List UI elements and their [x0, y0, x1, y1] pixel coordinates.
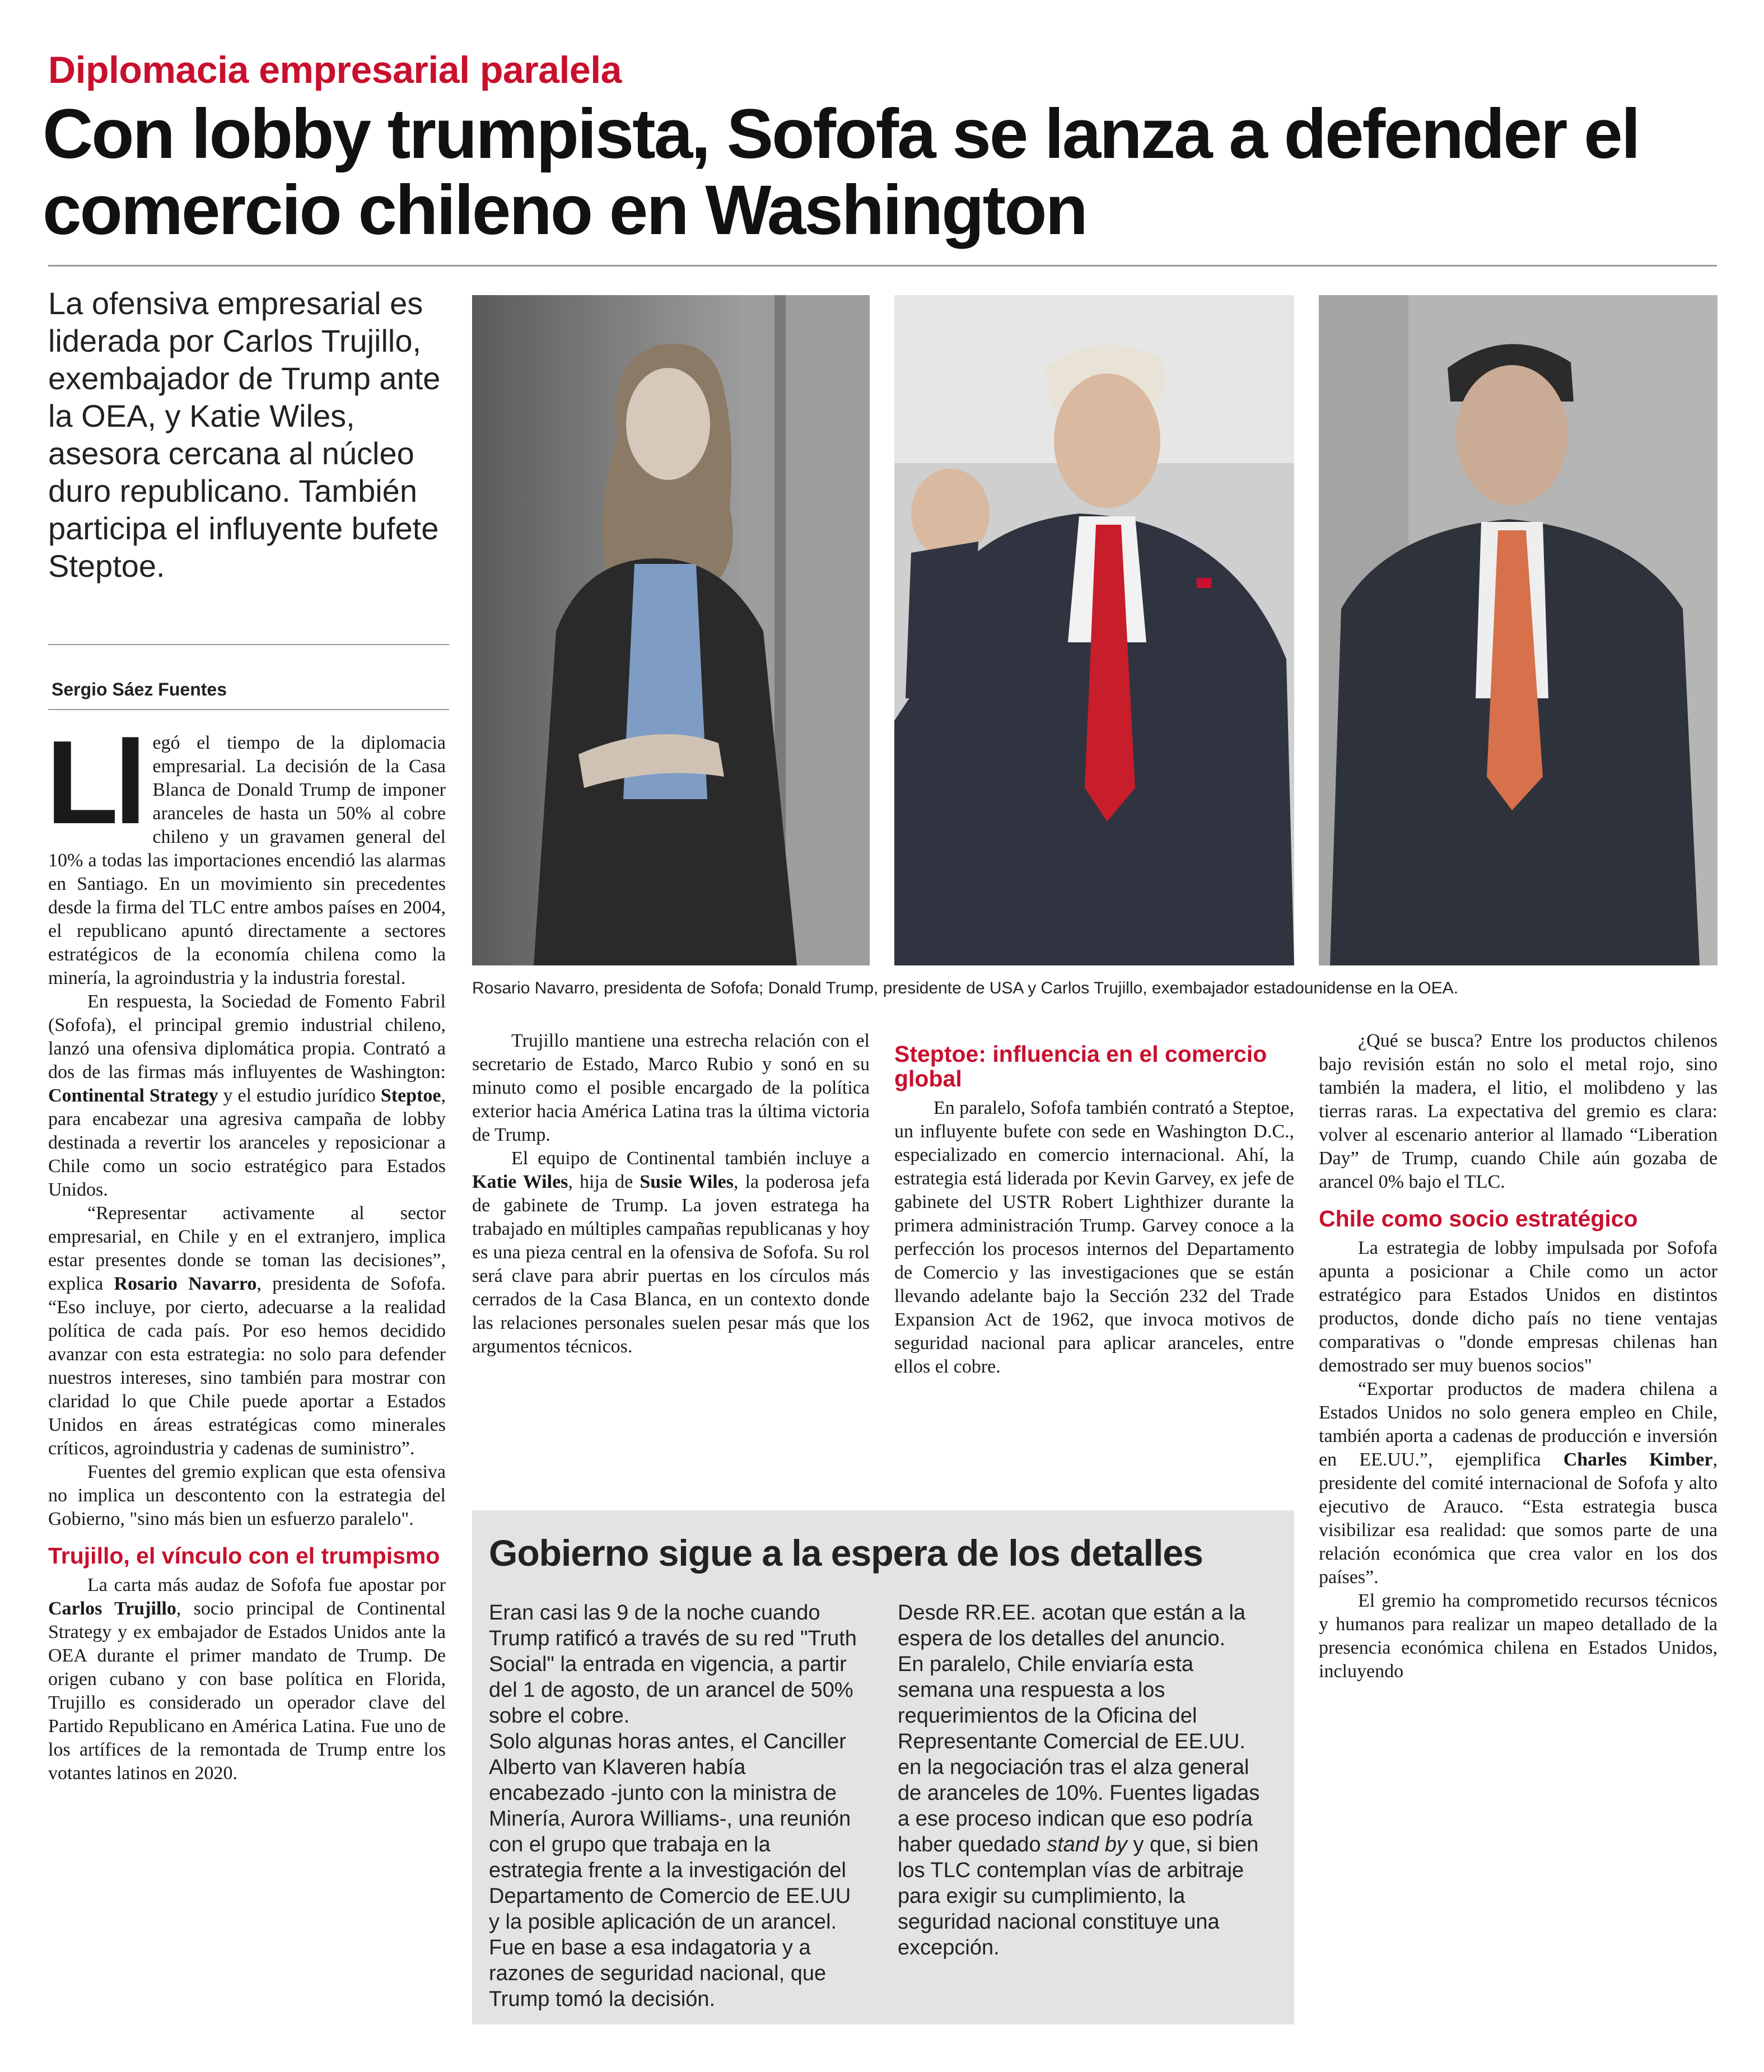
portrait-woman-image — [472, 295, 870, 965]
sidebar-column-2 — [898, 1600, 1274, 1961]
body-paragraph: En respuesta, la Sociedad de Fomento Fabril (Sofofa), el principal gremio industrial chileno, lanzó una ofensiva diplomática propia. Contrató a dos de las firmas más influyentes de Washington: Continental Strategy y el estudio jurídico Steptoe, para encabezar una agresiva campaña de lobby destinada a revertir los aranceles y reposicionar a Chile como un socio estratégico para Estados Unidos. — [48, 991, 446, 1200]
photo-donald-trump — [894, 295, 1294, 965]
body-paragraph: La carta más audaz de Sofofa fue apostar por Carlos Trujillo, socio principal de Continental Strategy y ex embajador de Estados Unidos ante la OEA durante el primer mandato de Trump. De origen cubano y con base política en Florida, Trujillo es considerado un operador clave del Partido Republicano en América Latina. Fue uno de los artífices de la remontada de Trump entre los votantes latinos en 2020. — [48, 1575, 446, 1784]
subheading: Trujillo, el vínculo con el trumpismo — [48, 1543, 440, 1569]
lead-paragraph: La ofensiva empresarial es liderada por Carlos Trujillo, exembajador de Trump ante la OEA, y Katie Wiles, asesora cercana al núcleo duro republicano. También participa el influyente bufete Steptoe. — [48, 286, 441, 584]
article-column-3 — [894, 1029, 1294, 1379]
divider — [48, 265, 1717, 267]
photo-rosario-navarro — [472, 295, 870, 965]
subheading: Steptoe: influencia en el comercio global — [894, 1041, 1267, 1091]
body-paragraph: “Exportar productos de madera chilena a Estados Unidos no solo genera empleo en Chile, también aporta a cadenas de producción e inversión en EE.UU.”, ejemplifica Charles Kimber, presidente del comité internacional de Sofofa y alto ejecutivo de Arauco. “Esta estrategia busca visibilizar esa realidad: que somos parte de una relación económica que crea valor en los dos países”. — [1319, 1379, 1718, 1588]
body-paragraph: El gremio ha comprometido recursos técnicos y humanos para realizar un mapeo detallado de la presencia económica chilena en Estados Unidos, incluyendo — [1319, 1590, 1718, 1682]
body-paragraph: Ll egó el tiempo de la diplomacia empresarial. La decisión de la Casa Blanca de Donald Trump de imponer aranceles de hasta un 50% al cobre chileno y un gravamen general del 10% a todas las importaciones encendió las alarmas en Santiago. En un movimiento sin precedentes desde la firma del TLC entre ambos países en 2004, el republicano apuntó directamente a sectores estratégicos de la economía chilena como la minería, la agroindustria y la industria forestal. — [46, 716, 446, 988]
portrait-trump-image — [894, 295, 1294, 965]
article-column-1 — [46, 716, 446, 1785]
dropcap: Ll — [46, 716, 143, 848]
sidebar-paragraph: Solo algunas horas antes, el Canciller Alberto van Klaveren había encabezado -junto con la ministra de Minería, Aurora Williams-, una reunión con el grupo que trabaja en la estrategia frente a la investigación del Departamento de Comercio de EE.UU y la posible aplicación de un arancel. Fue en base a esa indagatoria y a razones de seguridad nacional, que Trump tomó la decisión. — [489, 1730, 851, 2011]
body-paragraph: Fuentes del gremio explican que esta ofensiva no implica un descontento con la estrategia del Gobierno, "sino más bien un esfuerzo paralelo". — [48, 1462, 446, 1529]
sidebar-paragraph: Desde RR.EE. acotan que están a la espera de los detalles del anuncio. — [898, 1601, 1246, 1650]
body-paragraph: En paralelo, Sofofa también contrató a Steptoe, un influyente bufete con sede en Washington D.C., especializado en comercio internacional. Ahí, la estrategia está liderada por Kevin Garvey, ex jefe de gabinete del USTR Robert Lighthizer durante la primera administración Trump. Garvey conoce a la perfección los procesos internos del Departamento de Comercio y las investigaciones que se están llevando adelante bajo la Sección 232 del Trade Expansion Act de 1962, que invoca motivos de seguridad nacional para aplicar aranceles, entre ellos el cobre. — [894, 1098, 1294, 1377]
article-column-4 — [1319, 1029, 1718, 1683]
divider — [48, 709, 449, 710]
sidebar-title: Gobierno sigue a la espera de los detalles — [489, 1532, 1203, 1574]
photo-caption: Rosario Navarro, presidenta de Sofofa; Donald Trump, presidente de USA y Carlos Trujillo, exembajador estadounidense en la OEA. — [472, 979, 1458, 997]
divider — [48, 644, 449, 645]
body-paragraph: “Representar activamente al sector empresarial, en Chile y en el extranjero, implica estar presentes donde se toman las decisiones”, explica Rosario Navarro, presidenta de Sofofa. “Eso incluye, por cierto, adecuarse a la realidad política de cada país. Por eso hemos decidido avanzar con esta estrategia: no solo para defender nuestros intereses, sino también para mostrar con claridad lo que Chile puede aportar a Estados Unidos en áreas estratégicas como minerales críticos, agroindustria y cadenas de suministro”. — [48, 1203, 446, 1459]
body-paragraph: Trujillo mantiene una estrecha relación con el secretario de Estado, Marco Rubio y sonó en su minuto como el posible encargado de la política exterior hacia América Latina tras la última victoria de Trump. — [472, 1030, 870, 1145]
kicker: Diplomacia empresarial paralela — [48, 49, 622, 91]
subheading: Chile como socio estratégico — [1319, 1206, 1638, 1231]
sidebar-paragraph: En paralelo, Chile enviaría esta semana una respuesta a los requerimientos de la Oficina del Representante Comercial de EE.UU. en la negociación tras el alza general de aranceles de 10%. Fuentes ligadas a ese proceso indican que eso podría haber quedado stand by y que, si bien los TLC contemplan vías de arbitraje para exigir su cumplimiento, la seguridad nacional constituye una excepción. — [898, 1653, 1260, 1959]
portrait-man-image — [1319, 295, 1718, 965]
body-paragraph: El equipo de Continental también incluye a Katie Wiles, hija de Susie Wiles, la poderosa jefa de gabinete de Trump. La joven estratega ha trabajado en múltiples campañas republicanas y hoy es una pieza central en la ofensiva de Sofofa. Su rol será clave para abrir puertas en los círculos más cerrados de la Casa Blanca, en un contexto donde las relaciones personales suelen pesar más que los argumentos técnicos. — [472, 1148, 870, 1357]
photo-carlos-trujillo — [1319, 295, 1718, 965]
sidebar-paragraph: Eran casi las 9 de la noche cuando Trump ratificó a través de su red "Truth Social" la entrada en vigencia, a partir del 1 de agosto, de un arancel de 50% sobre el cobre. — [489, 1601, 857, 1728]
sidebar-column-1 — [489, 1600, 865, 2012]
article-column-2 — [472, 1029, 870, 1359]
sidebar-box — [472, 1510, 1294, 2024]
byline: Sergio Sáez Fuentes — [52, 679, 227, 699]
body-paragraph: La estrategia de lobby impulsada por Sofofa apunta a posicionar a Chile como un actor estratégico para Estados Unidos en distintos productos, donde dicho país no tiene ventajas comparativas o "donde empresas chilenas han demostrado ser muy buenos socios" — [1319, 1238, 1718, 1376]
body-paragraph: ¿Qué se busca? Entre los productos chilenos bajo revisión están no solo el metal rojo, sino también la madera, el litio, el molibdeno y las tierras raras. La expectativa del gremio es clara: volver al escenario anterior al llamado “Liberation Day” de Trump, cuando Chile aún gozaba de arancel 0% bajo el TLC. — [1319, 1030, 1718, 1192]
headline: Con lobby trumpista, Sofofa se lanza a defender el comercio chileno en Washington — [43, 95, 1639, 249]
